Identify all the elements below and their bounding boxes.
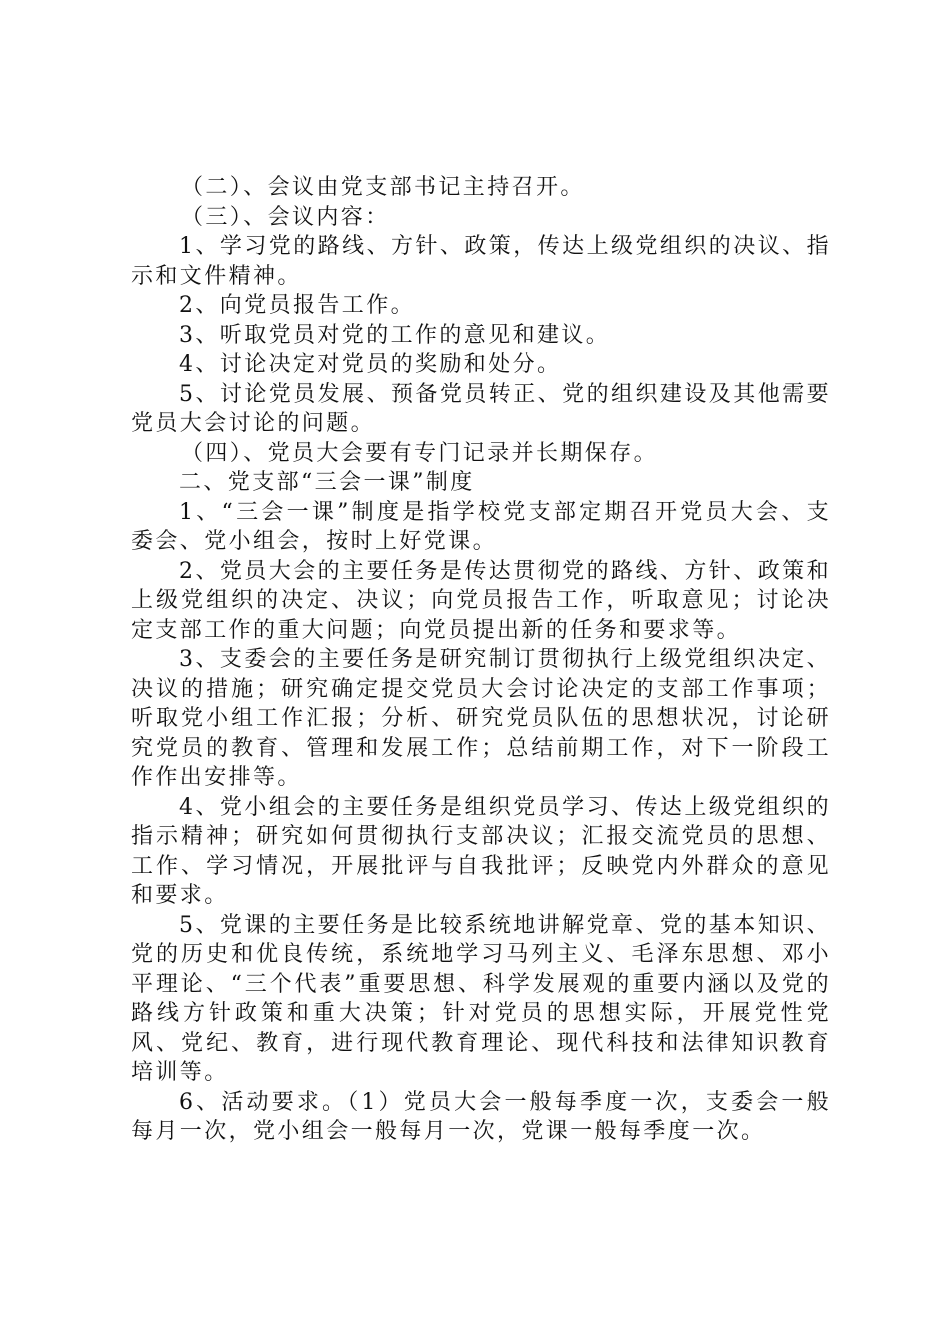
section-heading: 二、党支部“三会一课”制度 [179, 470, 475, 495]
paragraph-item-2: 2、向党员报告工作。 [179, 293, 415, 318]
paragraph-rule-3: 3、支委会的主要任务是研究制订贯彻执行上级党组织决定、决议的措施；研究确定提交党员大会讨论决定的支部工作事项；听取党小组工作汇报；分析、研究党员队伍的思想状况，讨论研究党员的教育、管理和发展工作；总结前期工作，对下一阶段工作作出安排等。 [131, 647, 831, 790]
paragraph-rule-4: 4、党小组会的主要任务是组织党员学习、传达上级党组织的指示精神；研究如何贯彻执行支部决议；汇报交流党员的思想、工作、学习情况，开展批评与自我批评；反映党内外群众的意见和要求。 [131, 794, 831, 908]
paragraph-section-4: （四）、党员大会要有专门记录并长期保存。 [181, 440, 659, 466]
paragraph-item-4: 4、讨论决定对党员的奖励和处分。 [179, 352, 562, 377]
paragraph-rule-2: 2、党员大会的主要任务是传达贯彻党的路线、方针、政策和上级党组织的决定、决议；向党员报告工作，听取意见；讨论决定支部工作的重大问题；向党员提出新的任务和要求等。 [131, 558, 831, 643]
paragraph-item-3: 3、听取党员对党的工作的意见和建议。 [179, 322, 611, 348]
paragraph-item-1: 1、学习党的路线、方针、政策，传达上级党组织的决议、指示和文件精神。 [131, 234, 831, 289]
paragraph-rule-1: 1、“三会一课”制度是指学校党支部定期召开党员大会、支委会、党小组会，按时上好党课。 [131, 499, 831, 554]
paragraph-section-3: （三）、会议内容： [181, 204, 390, 230]
paragraph-item-5: 5、讨论党员发展、预备党员转正、党的组织建设及其他需要党员大会讨论的问题。 [131, 381, 831, 436]
document-body [131, 173, 831, 1147]
paragraph-section-2: （二）、会议由党支部书记主持召开。 [181, 175, 585, 200]
paragraph-rule-6: 6、活动要求。（1）党员大会一般每季度一次，支委会一般每月一次，党小组会一般每月一次，党课一般每季度一次。 [131, 1089, 831, 1144]
paragraph-rule-5: 5、党课的主要任务是比较系统地讲解党章、党的基本知识、党的历史和优良传统，系统地学习马列主义、毛泽东思想、邓小平理论、“三个代表”重要思想、科学发展观的重要内涵以及党的路线方针政策和重大决策；针对党员的思想实际，开展党性党风、党纪、教育，进行现代教育理论、现代科技和法律知识教育培训等。 [131, 912, 831, 1085]
